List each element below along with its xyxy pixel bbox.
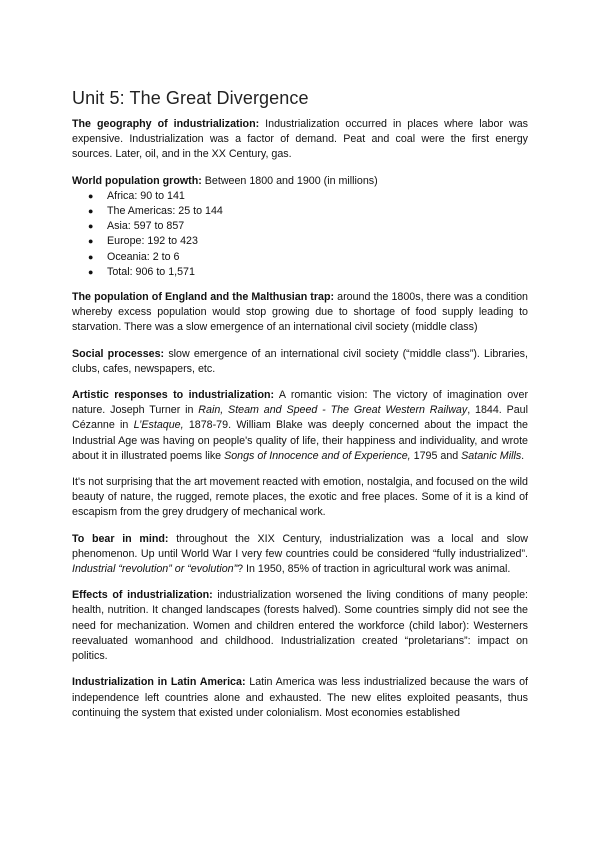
text-effects: industrialization worsened the living conditions of many people: health, nutrition. It changed landscapes (forests halved). Some countries simply did not see the need for mechanization. Women and children entered the workforce (child labor): Westerners reevaluated womanhood and childhood. Industrialization created “proletarians”: impact on politics. [72, 589, 528, 663]
text-bear-in-mind-italic: Industrial “revolution” or “evolution” [72, 563, 238, 576]
work-title-cezanne: L’Estaque, [133, 419, 184, 432]
paragraph-art-movement: It's not surprising that the art movement reacted with emotion, nostalgia, and focused on the wild beauty of nature, the rugged, remote places, the exotic and free places. Some of it is a kind of escapism from the grey drudgery of mechanical work. [72, 476, 528, 519]
text-malthus: around the 1800s, there was a condition whereby excess population would stop growing due to shortage of food supply leading to starvation. There was a slow emergence of an international civil society (middle class) [72, 291, 528, 334]
heading-artistic: Artistic responses to industrialization: [72, 389, 275, 402]
list-item: ● Oceania: 2 to 6 [72, 250, 528, 265]
text-artistic-2: , 1844. Paul Cézanne in [72, 404, 529, 432]
paragraph-social [72, 347, 528, 377]
page-title: Unit 5: The Great Divergence [72, 88, 309, 108]
population-list [72, 189, 528, 280]
paragraph-population [72, 174, 528, 189]
paragraph-geography [72, 117, 528, 163]
list-item: ● Africa: 90 to 141 [72, 189, 528, 204]
heading-population: World population growth: [72, 174, 202, 187]
heading-effects: Effects of industrialization: [72, 589, 213, 602]
list-item: ● Total: 906 to 1,571 [72, 265, 528, 280]
paragraph-bear-in-mind [72, 532, 528, 578]
text-artistic-4: 1795 and [410, 449, 462, 462]
list-item: ● Asia: 597 to 857 [72, 219, 528, 234]
text-population: Between 1800 and 1900 (in millions) [201, 174, 378, 187]
heading-malthus: The population of England and the Malthusian trap: [72, 291, 335, 304]
heading-bear-in-mind: To bear in mind: [72, 532, 169, 545]
paragraph-latin-america [72, 675, 528, 721]
text-artistic-3: 1878-79. William Blake was deeply concerned about the impact the Industrial Age was having on people's quality of life, their happiness and individuality, and wrote about it in illustrated poems like [72, 419, 528, 462]
document-body [72, 88, 528, 721]
text-bear-in-mind-1: throughout the XIX Century, industrialization was a local and slow phenomenon. Up until World War I very few countries could be considered “fully industrialized”. [72, 532, 528, 560]
heading-geography: The geography of industrialization: [72, 118, 260, 130]
work-title-blake-mills: Satanic Mills [461, 449, 522, 462]
text-geography: Industrialization occurred in places where labor was expensive. Industrialization was a factor of demand. Peat and coal were the first energy sources. Later, oil, and in the XX Century, gas. [72, 118, 528, 161]
paragraph-effects [72, 588, 528, 664]
work-title-turner: Rain, Steam and Speed - The Great Western Railway [198, 404, 468, 417]
text-bear-in-mind-2: ? In 1950, 85% of traction in agricultural work was animal. [237, 563, 511, 576]
text-artistic-1: A romantic vision: The victory of imagination over nature. Joseph Turner in [72, 389, 528, 417]
paragraph-malthus [72, 290, 528, 336]
text-social: slow emergence of an international civil society (“middle class”). Libraries, clubs, cafes, newspapers, etc. [72, 347, 528, 375]
paragraph-artistic [72, 388, 528, 464]
text-artistic-5: . [521, 449, 525, 462]
heading-social: Social processes: [72, 347, 165, 360]
list-item: ● The Americas: 25 to 144 [72, 204, 528, 219]
list-item: ● Europe: 192 to 423 [72, 234, 528, 249]
text-latin-america: Latin America was less industrialized because the wars of independence left countries alone and exhausted. The new elites exploited peasants, thus continuing the system that existed under colonialism. Most economies established [72, 676, 529, 719]
heading-latin-america: Industrialization in Latin America: [72, 676, 246, 689]
work-title-blake-songs: Songs of Innocence and of Experience, [224, 449, 411, 462]
